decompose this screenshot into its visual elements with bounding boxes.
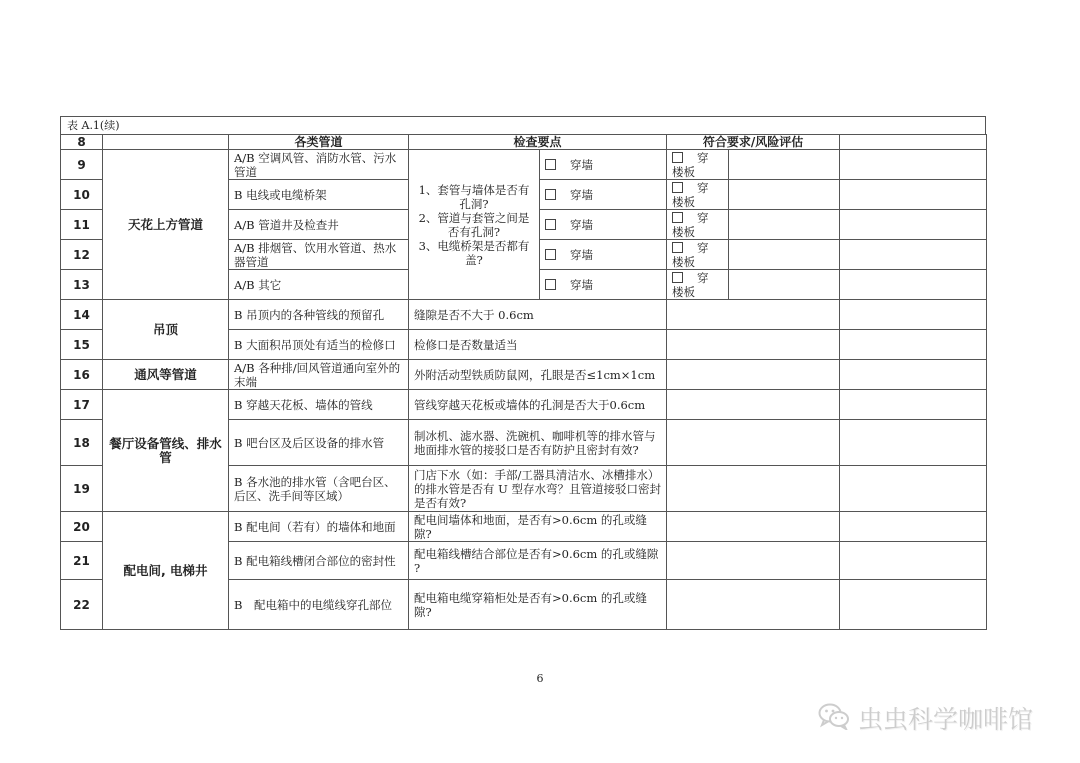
checkbox-label: 穿墙: [570, 247, 593, 262]
checkbox-label: 穿: [697, 150, 709, 165]
extra-cell: [840, 580, 987, 630]
check-cell: 外附活动型铁质防鼠网，孔眼是否≤1cm×1cm: [409, 360, 667, 390]
area-cell: 通风等管道: [103, 360, 229, 390]
extra-cell: [840, 420, 987, 466]
pipe-cell: A/B 管道井及检查井: [229, 210, 409, 240]
header-area: [103, 135, 229, 150]
pipe-cell: B 各水池的排水管（含吧台区、后区、洗手间等区域）: [229, 466, 409, 512]
result-cell: [667, 300, 840, 330]
pipe-cell: B 配电箱线槽闭合部位的密封性: [229, 542, 409, 580]
header-index: 8: [61, 135, 103, 150]
checkbox-label: 穿墙: [570, 277, 593, 292]
result-cell: [667, 360, 840, 390]
inspection-table-container: [60, 116, 986, 630]
area-cell: 吊顶: [103, 300, 229, 360]
result-cell: [667, 512, 840, 542]
extra-cell: [840, 150, 987, 180]
wall-checkbox-cell[interactable]: [540, 240, 667, 270]
floor-checkbox-cell[interactable]: [667, 150, 729, 180]
page-number: 6: [536, 672, 544, 685]
checkbox-label: 楼板: [672, 284, 696, 299]
area-cell: 天花上方管道: [103, 150, 229, 300]
extra-cell: [840, 512, 987, 542]
checkbox-label: 穿墙: [570, 157, 593, 172]
header-compliance: 符合要求/风险评估: [667, 135, 840, 150]
pipe-cell: A/B 各种排/回风管道通向室外的末端: [229, 360, 409, 390]
header-pipes: 各类管道: [229, 135, 409, 150]
header-extra: [840, 135, 987, 150]
check-cell: 1、套管与墙体是否有孔洞? 2、管道与套管之间是否有孔洞? 3、电缆桥架是否都有盖?: [409, 150, 540, 300]
extra-cell: [840, 466, 987, 512]
row-number: 14: [61, 300, 103, 330]
result-cell: [729, 270, 840, 300]
checkbox-label: 穿: [697, 210, 709, 225]
checkbox-label: 楼板: [672, 254, 696, 269]
check-cell: 缝隙是否不大于 0.6cm: [409, 300, 667, 330]
result-cell: [729, 210, 840, 240]
checkbox-icon[interactable]: [545, 219, 556, 230]
check-cell: 检修口是否数量适当: [409, 330, 667, 360]
floor-checkbox-cell[interactable]: [667, 240, 729, 270]
result-cell: [729, 240, 840, 270]
result-cell: [667, 542, 840, 580]
checkbox-icon[interactable]: [545, 189, 556, 200]
table-row: [61, 300, 987, 330]
checkbox-label: 楼板: [672, 164, 696, 179]
extra-cell: [840, 390, 987, 420]
row-number: 9: [61, 150, 103, 180]
pipe-cell: A/B 排烟管、饮用水管道、热水器管道: [229, 240, 409, 270]
extra-cell: [840, 330, 987, 360]
area-cell: 餐厅设备管线、排水管: [103, 390, 229, 512]
watermark: [818, 700, 1033, 736]
check-cell: 门店下水（如：手部/工器具清洁水、冰槽排水）的排水管是否有 U 型存水弯？且管道接驳口密封是否有效?: [409, 466, 667, 512]
result-cell: [667, 466, 840, 512]
row-number: 11: [61, 210, 103, 240]
row-number: 18: [61, 420, 103, 466]
wall-checkbox-cell[interactable]: [540, 150, 667, 180]
checkbox-icon[interactable]: [672, 272, 683, 283]
check-cell: 配电间墙体和地面，是否有>0.6cm 的孔或缝隙?: [409, 512, 667, 542]
table-caption: 表 A.1(续): [60, 116, 986, 134]
table-row: [61, 512, 987, 542]
floor-checkbox-cell[interactable]: [667, 210, 729, 240]
watermark-text: 虫虫科学咖啡馆: [858, 705, 1034, 734]
pipe-cell: B 穿越天花板、墙体的管线: [229, 390, 409, 420]
checkbox-label: 楼板: [672, 224, 696, 239]
pipe-cell: B 吊顶内的各种管线的预留孔: [229, 300, 409, 330]
header-check-points: 检查要点: [409, 135, 667, 150]
checkbox-icon[interactable]: [672, 212, 683, 223]
result-cell: [729, 150, 840, 180]
inspection-table: [60, 134, 987, 630]
pipe-cell: B 大面积吊顶处有适当的检修口: [229, 330, 409, 360]
checkbox-label: 穿: [697, 270, 709, 285]
result-cell: [667, 420, 840, 466]
floor-checkbox-cell[interactable]: [667, 180, 729, 210]
checkbox-icon[interactable]: [545, 159, 556, 170]
result-cell: [667, 330, 840, 360]
table-row: [61, 150, 987, 180]
checkbox-icon[interactable]: [672, 242, 683, 253]
checkbox-icon[interactable]: [672, 182, 683, 193]
checkbox-icon[interactable]: [672, 152, 683, 163]
extra-cell: [840, 542, 987, 580]
wall-checkbox-cell[interactable]: [540, 210, 667, 240]
extra-cell: [840, 180, 987, 210]
extra-cell: [840, 360, 987, 390]
check-cell: 配电箱线槽结合部位是否有>0.6cm 的孔或缝隙 ?: [409, 542, 667, 580]
row-number: 22: [61, 580, 103, 630]
checkbox-label: 楼板: [672, 194, 696, 209]
row-number: 19: [61, 466, 103, 512]
row-number: 20: [61, 512, 103, 542]
checkbox-label: 穿: [697, 180, 709, 195]
table-header-row: [61, 135, 987, 150]
table-row: [61, 390, 987, 420]
result-cell: [667, 390, 840, 420]
extra-cell: [840, 210, 987, 240]
area-cell: 配电间, 电梯井: [103, 512, 229, 630]
result-cell: [667, 580, 840, 630]
pipe-cell: B 吧台区及后区设备的排水管: [229, 420, 409, 466]
check-cell: 制冰机、滤水器、洗碗机、咖啡机等的排水管与地面排水管的接驳口是否有防护且密封有效?: [409, 420, 667, 466]
row-number: 13: [61, 270, 103, 300]
row-number: 16: [61, 360, 103, 390]
table-row: [61, 360, 987, 390]
floor-checkbox-cell[interactable]: [667, 270, 729, 300]
pipe-cell: B 配电间（若有）的墙体和地面: [229, 512, 409, 542]
check-cell: 管线穿越天花板或墙体的孔洞是否大于0.6cm: [409, 390, 667, 420]
check-cell: 配电箱电缆穿箱柜处是否有>0.6cm 的孔或缝隙?: [409, 580, 667, 630]
checkbox-icon[interactable]: [545, 279, 556, 290]
checkbox-label: 穿: [697, 240, 709, 255]
pipe-cell: B 电线或电缆桥架: [229, 180, 409, 210]
pipe-cell: A/B 其它: [229, 270, 409, 300]
pipe-cell: B 配电箱中的电缆线穿孔部位: [229, 580, 409, 630]
wall-checkbox-cell[interactable]: [540, 180, 667, 210]
row-number: 21: [61, 542, 103, 580]
pipe-cell: A/B 空调风管、消防水管、污水管道: [229, 150, 409, 180]
extra-cell: [840, 300, 987, 330]
row-number: 15: [61, 330, 103, 360]
wall-checkbox-cell[interactable]: [540, 270, 667, 300]
extra-cell: [840, 270, 987, 300]
checkbox-label: 穿墙: [570, 187, 593, 202]
row-number: 17: [61, 390, 103, 420]
result-cell: [729, 180, 840, 210]
checkbox-label: 穿墙: [570, 217, 593, 232]
row-number: 10: [61, 180, 103, 210]
checkbox-icon[interactable]: [545, 249, 556, 260]
row-number: 12: [61, 240, 103, 270]
wechat-logo-icon: [818, 702, 850, 734]
extra-cell: [840, 240, 987, 270]
